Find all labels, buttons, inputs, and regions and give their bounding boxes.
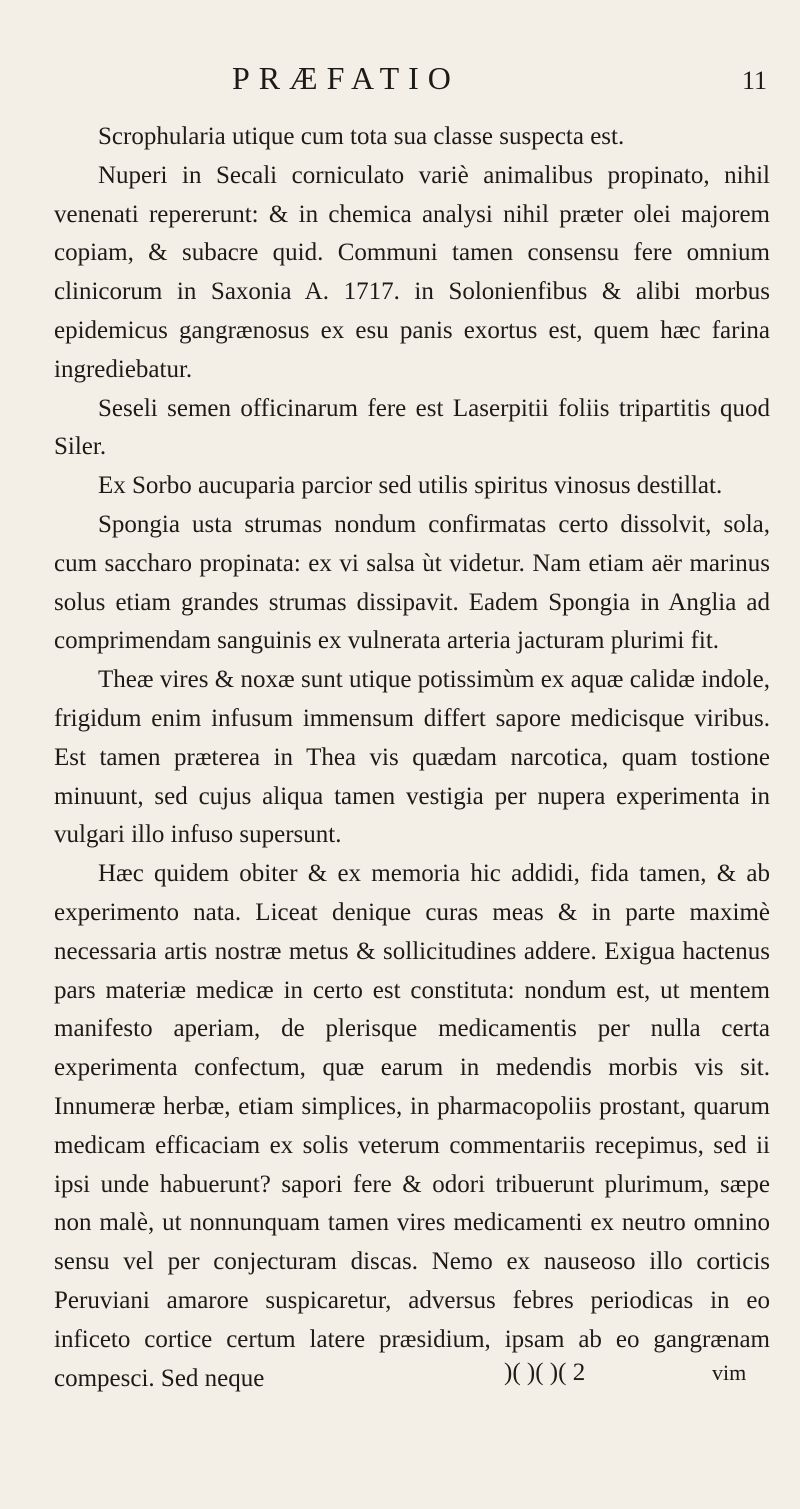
page-footer [0, 1355, 800, 1395]
paragraph-seseli: Seseli semen officinarum fere est Laserpitii foliis tripartitis quod Siler. [54, 394, 770, 461]
body-text [54, 118, 770, 1398]
paragraph-thea: Theæ vires & noxæ sunt utique potissimùm ex aquæ calidæ indole, frigidum enim infusum immensum differt sapore medicisque viribus. Est tamen præterea in Thea vis quædam narcotica, quam tostione minuunt, sed cujus aliqua tamen vestigia per nupera experimenta in vulgari illo infuso supersunt. [54, 666, 770, 849]
paragraph-scrophularia: Scrophularia utique cum tota sua classe suspecta est. [98, 123, 625, 150]
paragraph-sorbus: Ex Sorbo aucuparia parcior sed utilis spiritus vinosus destillat. [98, 472, 723, 500]
signature-mark: )( )( )( 2 [504, 1359, 586, 1386]
paragraph-spongia: Spongia usta strumas nondum confirmatas certo dissolvit, sola, cum saccharo propinata: ex vi salsa ùt videtur. Nam etiam aër marinus solus etiam grandes strumas dissipavit. Eadem Spongia in Anglia ad comprimendam sanguinis ex vulnerata arteria jacturam plurimi fit. [54, 510, 770, 655]
paragraph-conclusion: Hæc quidem obiter & ex memoria hic addidi, fida tamen, & ab experimento nata. Liceat denique curas meas & in parte maximè necessaria artis nostræ metus & sollicitudines addere. Exigua hactenus pars materiæ medicæ in certo est constituta: nondum est, ut mentem manifesto aperiam, de plerisque medicamentis per nulla certa experimenta confectum, quæ earum in medendis morbis vis sit. Innumeræ herbæ, etiam simplices, in pharmacopoliis prostant, quarum medicam efficaciam ex solis veterum commentariis recepimus, sed ii ipsi unde habuerunt? sapori fere & odori tribuerunt plurimum, sæpe non malè, ut nonnunquam tamen vires medicamenti ex neutro omnino sensu vel per conjecturam discas. Nemo ex nauseoso illo corticis Peruviani amarore suspicaretur, adversus febres periodicas in eo inficeto cortice certum latere præsidium, ipsam ab eo gangrænam compesci. Sed neque [54, 860, 770, 1392]
running-header [0, 58, 800, 98]
paragraph-secale: Nuperi in Secali corniculato variè animalibus propinato, nihil venenati repererunt: & in chemica analysi nihil præter olei majorem copiam, & subacre quid. Communi tamen consensu fere omnium clinicorum in Saxonia A. 1717. in Solonienfibus & alibi morbus epidemicus gangrænosus ex esu panis exortus est, quem hæc farina ingrediebatur. [54, 161, 770, 383]
page-number: 11 [742, 66, 768, 95]
catchword: vim [712, 1360, 747, 1385]
header-title: PRÆFATIO [232, 60, 460, 96]
